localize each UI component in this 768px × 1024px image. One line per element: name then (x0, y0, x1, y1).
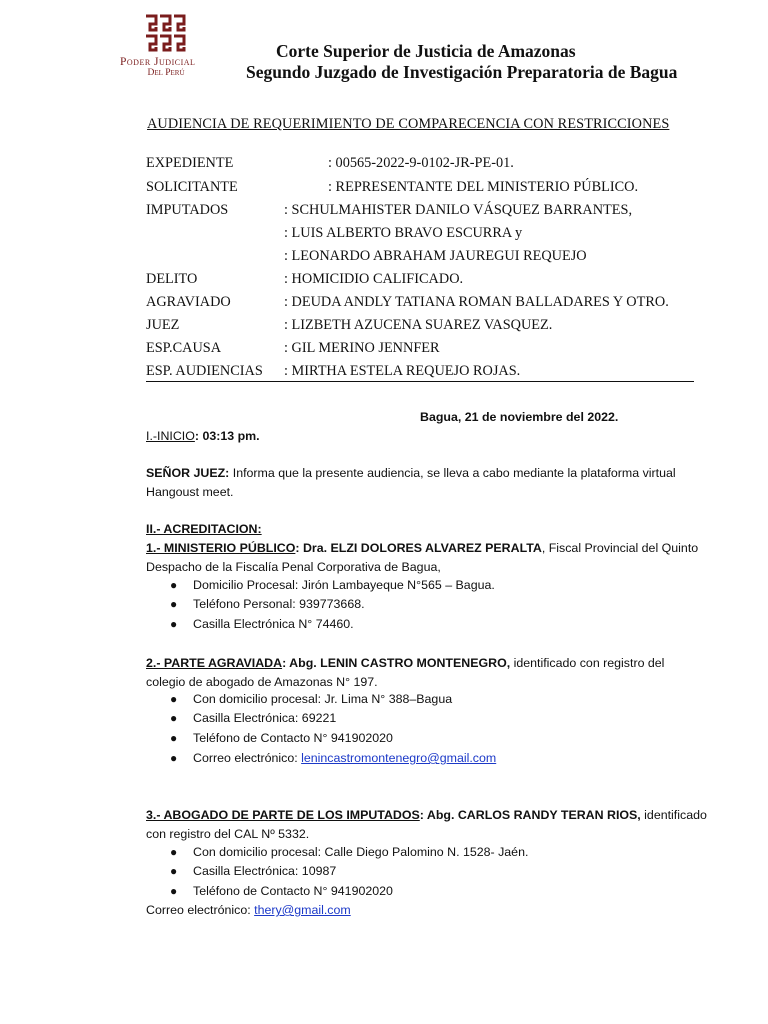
abogado-imputados-text1: identificado (640, 808, 707, 822)
ab-domicilio: Con domicilio procesal: Calle Diego Palomino N. 1528- Jaén. (193, 845, 529, 859)
delito-value: : HOMICIDIO CALIFICADO. (284, 271, 464, 287)
pa-telefono: Teléfono de Contacto N° 941902020 (193, 731, 393, 745)
header-divider (146, 381, 694, 382)
agraviado-label: AGRAVIADO (146, 294, 231, 310)
solicitante-value: : REPRESENTANTE DEL MINISTERIO PÚBLICO. (328, 179, 639, 195)
parte-agraviada-label: 2.- PARTE AGRAVIADA (146, 656, 283, 670)
esp-causa-value: : GIL MERINO JENNFER (284, 340, 440, 356)
court-division: Segundo Juzgado de Investigación Preparatoria de Bagua (246, 62, 678, 82)
esp-audiencias-value: : MIRTHA ESTELA REQUEJO ROJAS. (284, 363, 521, 379)
ministerio-publico-text1: , Fiscal Provincial del Quinto (541, 541, 699, 555)
imputado-2: : LUIS ALBERTO BRAVO ESCURRA y (284, 225, 523, 241)
pa-correo-label: Correo electrónico: (193, 751, 302, 765)
ministerio-publico-name: : Dra. ELZI DOLORES ALVAREZ PERALTA (295, 541, 542, 555)
ab-telefono: Teléfono de Contacto N° 941902020 (193, 884, 393, 898)
delito-label: DELITO (146, 271, 198, 287)
pa-email-link[interactable]: lenincastromontenegro@gmail.com (301, 751, 497, 765)
imputados-label: IMPUTADOS (146, 202, 229, 218)
bullet-icon: ● (170, 864, 178, 878)
expediente-value: : 00565-2022-9-0102-JR-PE-01. (328, 155, 514, 171)
pa-domicilio: Con domicilio procesal: Jr. Lima N° 388–Bagua (193, 692, 453, 706)
juez-statement-label: SEÑOR JUEZ: (146, 466, 230, 480)
abogado-imputados-name: : Abg. CARLOS RANDY TERAN RIOS, (419, 808, 641, 822)
juez-label: JUEZ (146, 317, 180, 333)
logo-name: Poder Judicial (120, 56, 196, 68)
bullet-icon: ● (170, 751, 178, 765)
bullet-icon: ● (170, 845, 178, 859)
pa-correo (193, 751, 496, 765)
date-line: Bagua, 21 de noviembre del 2022. (420, 410, 619, 424)
bullet-icon: ● (170, 578, 178, 592)
parte-agraviada-text2: colegio de abogado de Amazonas N° 197. (146, 675, 378, 689)
parte-agraviada-text1: identificado con registro del (510, 656, 665, 670)
juez-statement-text1: Informa que la presente audiencia, se lleva a cabo mediante la plataforma virtual (229, 466, 676, 480)
inicio-value: : 03:13 pm. (194, 429, 260, 443)
ministerio-publico-label: 1.- MINISTERIO PÚBLICO (146, 541, 296, 555)
bullet-icon: ● (170, 692, 178, 706)
mp-domicilio: Domicilio Procesal: Jirón Lambayeque N°565 – Bagua. (193, 578, 495, 592)
poder-judicial-emblem-icon (144, 14, 188, 52)
abogado-imputados-text2: con registro del CAL Nº 5332. (146, 827, 310, 841)
inicio-label: I.-INICIO (146, 429, 195, 443)
bullet-icon: ● (170, 617, 178, 631)
parte-agraviada-line1 (146, 654, 664, 673)
inicio-line (146, 427, 260, 446)
bullet-icon: ● (170, 597, 178, 611)
agraviado-value: : DEUDA ANDLY TATIANA ROMAN BALLADARES Y OTRO. (284, 294, 669, 310)
solicitante-label: SOLICITANTE (146, 179, 238, 195)
juez-statement-line1 (146, 464, 676, 483)
imputado-1: : SCHULMAHISTER DANILO VÁSQUEZ BARRANTES, (284, 202, 633, 218)
ab-email-link[interactable]: thery@gmail.com (254, 903, 351, 917)
ab-correo-label: Correo electrónico: (146, 903, 255, 917)
acreditacion-heading: II.- ACREDITACION: (146, 522, 262, 536)
parte-agraviada-name: : Abg. LENIN CASTRO MONTENEGRO, (282, 656, 511, 670)
ab-correo (146, 901, 351, 920)
bullet-icon: ● (170, 884, 178, 898)
document-title: AUDIENCIA DE REQUERIMIENTO DE COMPARECENCIA CON RESTRICCIONES (147, 116, 670, 132)
ministerio-publico-text2: Despacho de la Fiscalía Penal Corporativa de Bagua, (146, 560, 441, 574)
mp-telefono: Teléfono Personal: 939773668. (193, 597, 365, 611)
juez-value: : LIZBETH AZUCENA SUAREZ VASQUEZ. (284, 317, 553, 333)
esp-audiencias-label: ESP. AUDIENCIAS (146, 363, 263, 379)
expediente-label: EXPEDIENTE (146, 155, 234, 171)
imputado-3: : LEONARDO ABRAHAM JAUREGUI REQUEJO (284, 248, 587, 264)
pa-casilla: Casilla Electrónica: 69221 (193, 711, 337, 725)
bullet-icon: ● (170, 711, 178, 725)
esp-causa-label: ESP.CAUSA (146, 340, 222, 356)
abogado-imputados-label: 3.- ABOGADO DE PARTE DE LOS IMPUTADOS (146, 808, 420, 822)
court-name: Corte Superior de Justicia de Amazonas (276, 41, 576, 61)
juez-statement-text2: Hangoust meet. (146, 485, 234, 499)
bullet-icon: ● (170, 731, 178, 745)
abogado-imputados-line1 (146, 806, 707, 825)
poder-judicial-logo (120, 14, 215, 78)
mp-casilla: Casilla Electrónica N° 74460. (193, 617, 354, 631)
ministerio-publico-line1 (146, 539, 698, 558)
logo-subtitle: Del Perú (147, 68, 185, 78)
ab-casilla: Casilla Electrónica: 10987 (193, 864, 337, 878)
